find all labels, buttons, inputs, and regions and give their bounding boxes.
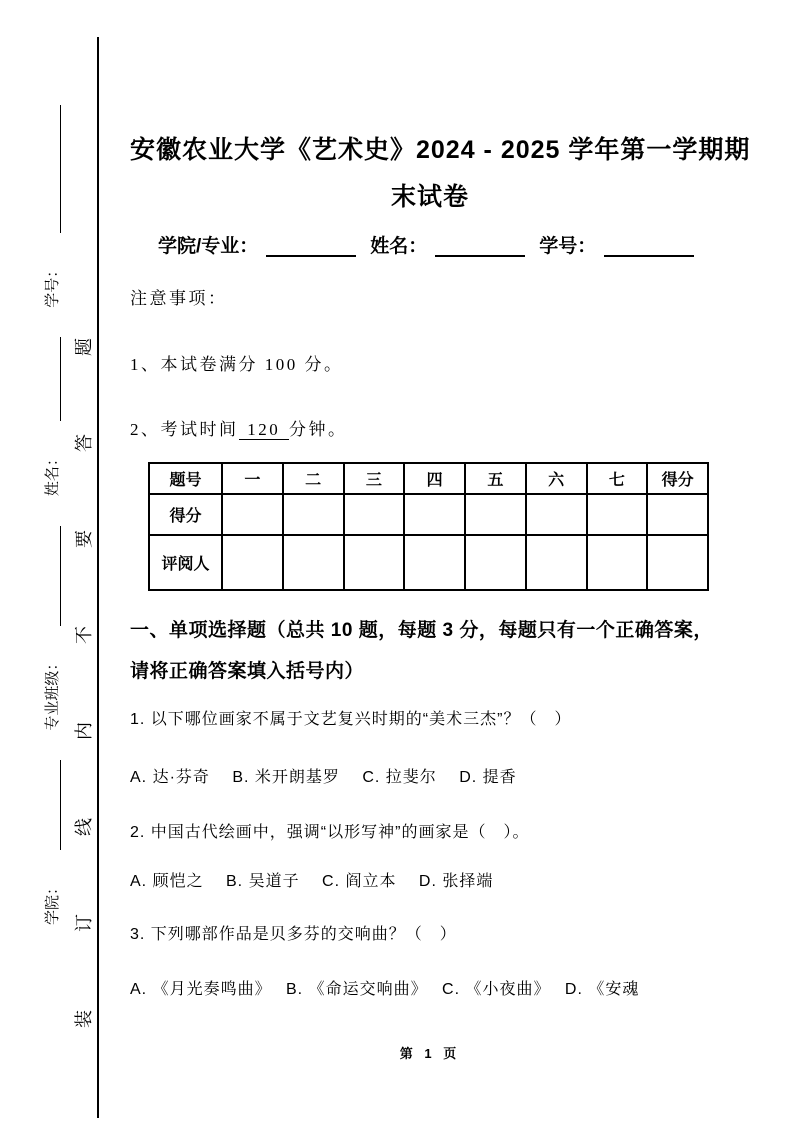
notes-heading: 注意事项：	[130, 289, 228, 308]
question-2-stem: 2. 中国古代绘画中，强调“以形写神”的画家是（ ）。	[130, 824, 530, 841]
question-2-options: A. 顾恺之 B. 吴道子 C. 阎立本 D. 张择端	[130, 873, 494, 890]
question-1-stem: 1. 以下哪位画家不属于文艺复兴时期的“美术三杰”？（ ）	[130, 711, 572, 728]
table-cell-empty	[526, 535, 587, 590]
sidebar-field-name-label: 姓名：	[45, 451, 61, 497]
table-cell-empty	[222, 535, 283, 590]
sidebar-student-info	[40, 105, 64, 925]
table-row-label: 评阅人	[149, 535, 222, 590]
sidebar-field-college-blank	[57, 760, 61, 850]
table-cell-empty	[222, 494, 283, 535]
table-header-cell: 四	[404, 463, 465, 494]
binding-phrase-char: 题	[74, 338, 94, 356]
score-table-header-row	[149, 463, 708, 494]
sidebar-field-studentid-label: 学号：	[45, 262, 61, 308]
table-cell-empty	[283, 535, 344, 590]
note-item-2: 2、考试时间 120 分钟。	[130, 420, 348, 439]
table-cell-empty	[344, 494, 405, 535]
sidebar-field-class-blank	[57, 526, 61, 626]
table-cell-empty	[526, 494, 587, 535]
question-3-options: A. 《月光奏鸣曲》 B. 《命运交响曲》 C. 《小夜曲》 D. 《安魂	[130, 981, 640, 998]
binding-phrase-char: 装	[74, 1010, 94, 1028]
info-field-college-major-blank	[266, 252, 356, 257]
info-field-studentid-blank	[604, 252, 694, 257]
table-header-cell: 二	[283, 463, 344, 494]
score-table	[148, 462, 709, 591]
info-field-name-label: 姓名：	[370, 236, 428, 257]
exam-title-line1: 安徽农业大学《艺术史》2024 - 2025 学年第一学期期	[130, 136, 751, 164]
score-row	[149, 494, 708, 535]
table-cell-empty	[465, 535, 526, 590]
binding-phrase	[70, 338, 96, 1028]
note-item-1: 1、本试卷满分 100 分。	[130, 355, 344, 374]
binding-phrase-char: 要	[74, 530, 94, 548]
binding-phrase-char: 不	[74, 626, 94, 644]
table-cell-empty	[647, 535, 708, 590]
section-one-heading-line2: 请将正确答案填入括号内）	[130, 661, 365, 682]
table-header-cell: 六	[526, 463, 587, 494]
table-cell-empty	[587, 494, 648, 535]
table-cell-empty	[404, 494, 465, 535]
table-header-cell: 五	[465, 463, 526, 494]
exam-title-line2: 末试卷	[390, 183, 469, 211]
student-info-row	[158, 231, 694, 258]
table-cell-empty	[465, 494, 526, 535]
sidebar-field-college-label: 学院：	[45, 879, 61, 925]
table-row-label: 得分	[149, 494, 222, 535]
sidebar-field-class-label: 专业班级：	[45, 655, 61, 731]
binding-phrase-char: 订	[74, 914, 94, 932]
table-cell-empty	[404, 535, 465, 590]
table-header-cell: 得分	[647, 463, 708, 494]
reviewer-row	[149, 535, 708, 590]
main-content	[130, 0, 751, 1122]
page-footer: 第 1 页	[399, 1046, 461, 1061]
table-cell-empty	[587, 535, 648, 590]
binding-line	[97, 37, 99, 1118]
section-one-heading-line1: 一、单项选择题（总共 10 题，每题 3 分，每题只有一个正确答案，	[130, 620, 713, 641]
table-header-cell: 三	[344, 463, 405, 494]
exam-duration-value: 120	[240, 420, 287, 439]
info-field-name-blank	[435, 252, 525, 257]
info-field-studentid-label: 学号：	[539, 236, 597, 257]
table-cell-empty	[283, 494, 344, 535]
table-header-cell: 一	[222, 463, 283, 494]
question-1-options: A. 达·芬奇 B. 米开朗基罗 C. 拉斐尔 D. 提香	[130, 769, 517, 786]
table-header-cell: 题号	[149, 463, 222, 494]
binding-phrase-char: 答	[74, 434, 94, 452]
binding-phrase-char: 内	[74, 722, 94, 740]
table-cell-empty	[647, 494, 708, 535]
sidebar-field-studentid-blank	[57, 105, 61, 233]
binding-phrase-char: 线	[74, 818, 94, 836]
info-field-college-major-label: 学院/专业：	[158, 236, 259, 257]
question-3-stem: 3. 下列哪部作品是贝多芬的交响曲？（ ）	[130, 926, 457, 943]
table-header-cell: 七	[587, 463, 648, 494]
table-cell-empty	[344, 535, 405, 590]
sidebar-field-name-blank	[57, 337, 61, 421]
